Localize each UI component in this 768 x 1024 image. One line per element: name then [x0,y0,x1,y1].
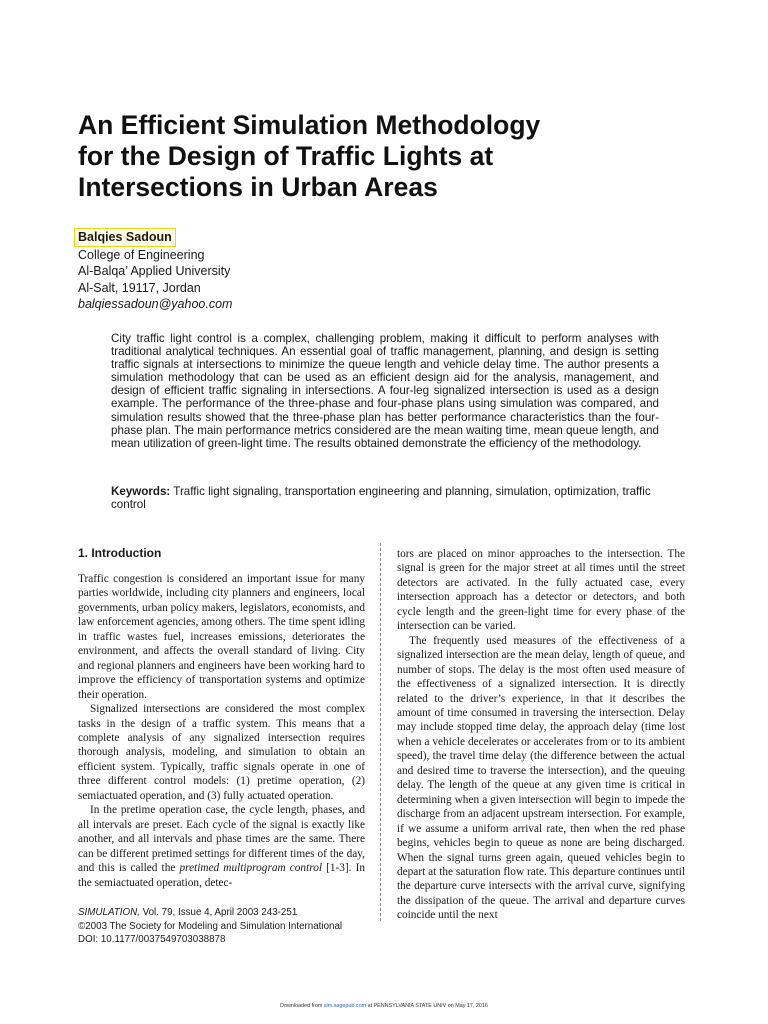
paragraph [78,803,365,890]
download-link[interactable]: sim.sagepub.com [323,1003,367,1009]
download-suffix: at PENNSYLVANIA STATE UNIV on May 17, 2016 [366,1003,488,1009]
column-divider [380,543,381,921]
title-line: for the Design of Traffic Lights at [78,141,494,171]
paper-title [78,110,638,203]
download-prefix: Downloaded from [280,1003,324,1009]
keywords-text: Traffic light signaling, transportation engineering and planning, simulation, optimization, traffic control [111,485,651,512]
journal-citation: Vol. 79, Issue 4, April 2003 243-251 [139,907,298,918]
citation-footer [78,906,342,947]
author-name[interactable]: Balqies Sadoun [74,228,176,247]
section-heading: 1. Introduction [78,546,162,560]
title-line: Intersections in Urban Areas [78,172,438,202]
affiliation-line: College of Engineering [78,247,205,262]
paragraph-text: In the pretime operation case, the cycle length, phases, and all intervals are preset. Each cycle of the signal is exactly like another, and all intervals and phase times are the same. There can be different pretimed settings for different times of the day, and this is called the [78,804,365,875]
paragraph: Signalized intersections are considered the most complex tasks in the design of a traffic system. This means that a complete analysis of any signalized intersection requires thorough analysis, modeling, and simulation to obtain an efficient system. Typically, traffic signals operate in one of three different control models: (1) pretime operation, (2) semiactuated operation, and (3) fully actuated operation. [78,703,365,802]
left-column [78,572,365,890]
keywords-label: Keywords: [111,485,171,498]
affiliation-line: Al-Balqa’ Applied University [78,264,231,278]
right-column [397,547,685,923]
author-email: balqiessadoun@yahoo.com [78,297,233,311]
copyright-line: ©2003 The Society for Modeling and Simulation International [78,920,343,932]
affiliation-line: Al-Salt, 19117, Jordan [78,280,201,295]
paragraph: The frequently used measures of the effectiveness of a signalized intersection are the mean delay, length of queue, and number of stops. The delay is the most often used measure of the effectiveness of a signalized intersection. It is directly related to the driver’s experience, in that it describes the amount of time consumed in traversing the intersection. Delay may include stopped time delay, the approach delay (time lost when a vehicle decelerates or accelerates from or to its ambient speed), the travel time delay (the difference between the actual and desired time to traverse the intersection), and the queuing delay. The length of the queue at any given time is critical in determining when a given intersection will begin to impede the discharge from an adjacent upstream intersection. For example, if we assume a uniform arrival rate, then when the red phase begins, vehicles begin to queue as none are being discharged. When the signal turns green again, queued vehicles begin to depart at the saturation flow rate. This departure continues until the departure curve intersects with the arrival curve, signifying the dissipation of the queue. The arrival and departure curves coincide until the next [397,634,685,922]
abstract: City traffic light control is a complex, challenging problem, making it difficult to perform analyses with traditional analytical techniques. An essential goal of traffic management, planning, and design is setting traffic signals at intersections to minimize the queue length and vehicle delay time. The author presents a simulation methodology that can be used as an efficient design aid for the analysis, management, and design of efficient traffic signaling in intersections. A four-leg signalized intersection is used as a design example. The performance of the three-phase and four-phase plans using simulation was compared, and simulation results showed that the three-phase plan has better performance characteristics than the four-phase plan. The main performance metrics considered are the mean waiting time, mean queue length, and mean utilization of green-light time. The results obtained demonstrate the efficiency of the methodology. [111,332,659,450]
paragraph: tors are placed on minor approaches to the intersection. The signal is green for the major street at all times until the street detectors are activated. In the fully actuated case, every intersection approach has a detector or detectors, and both cycle length and the green-light time for every phase of the intersection can be varied. [397,548,685,633]
keywords [111,485,659,512]
journal-name: SIMULATION, [78,907,140,918]
paragraph-text: [1-3]. In the semiactuated operation, detec- [78,862,366,889]
download-note [0,1003,768,1009]
author-block [78,228,232,313]
emphasis-text: pretimed multiprogram control [179,862,322,875]
paragraph: Traffic congestion is considered an important issue for many parties worldwide, including city planners and engineers, local governments, urban policy makers, legislators, economists, and law enforcement agencies, among others. The time spent idling in traffic wastes fuel, increases emissions, deteriorates the environment, and affects the overall standard of living. City and regional planners and engineers have been working hard to improve the efficiency of transportation systems and optimize their operation. [78,573,365,701]
doi-line: DOI: 10.1177/0037549703038878 [78,934,226,945]
title-line: An Efficient Simulation Methodology [78,110,541,140]
